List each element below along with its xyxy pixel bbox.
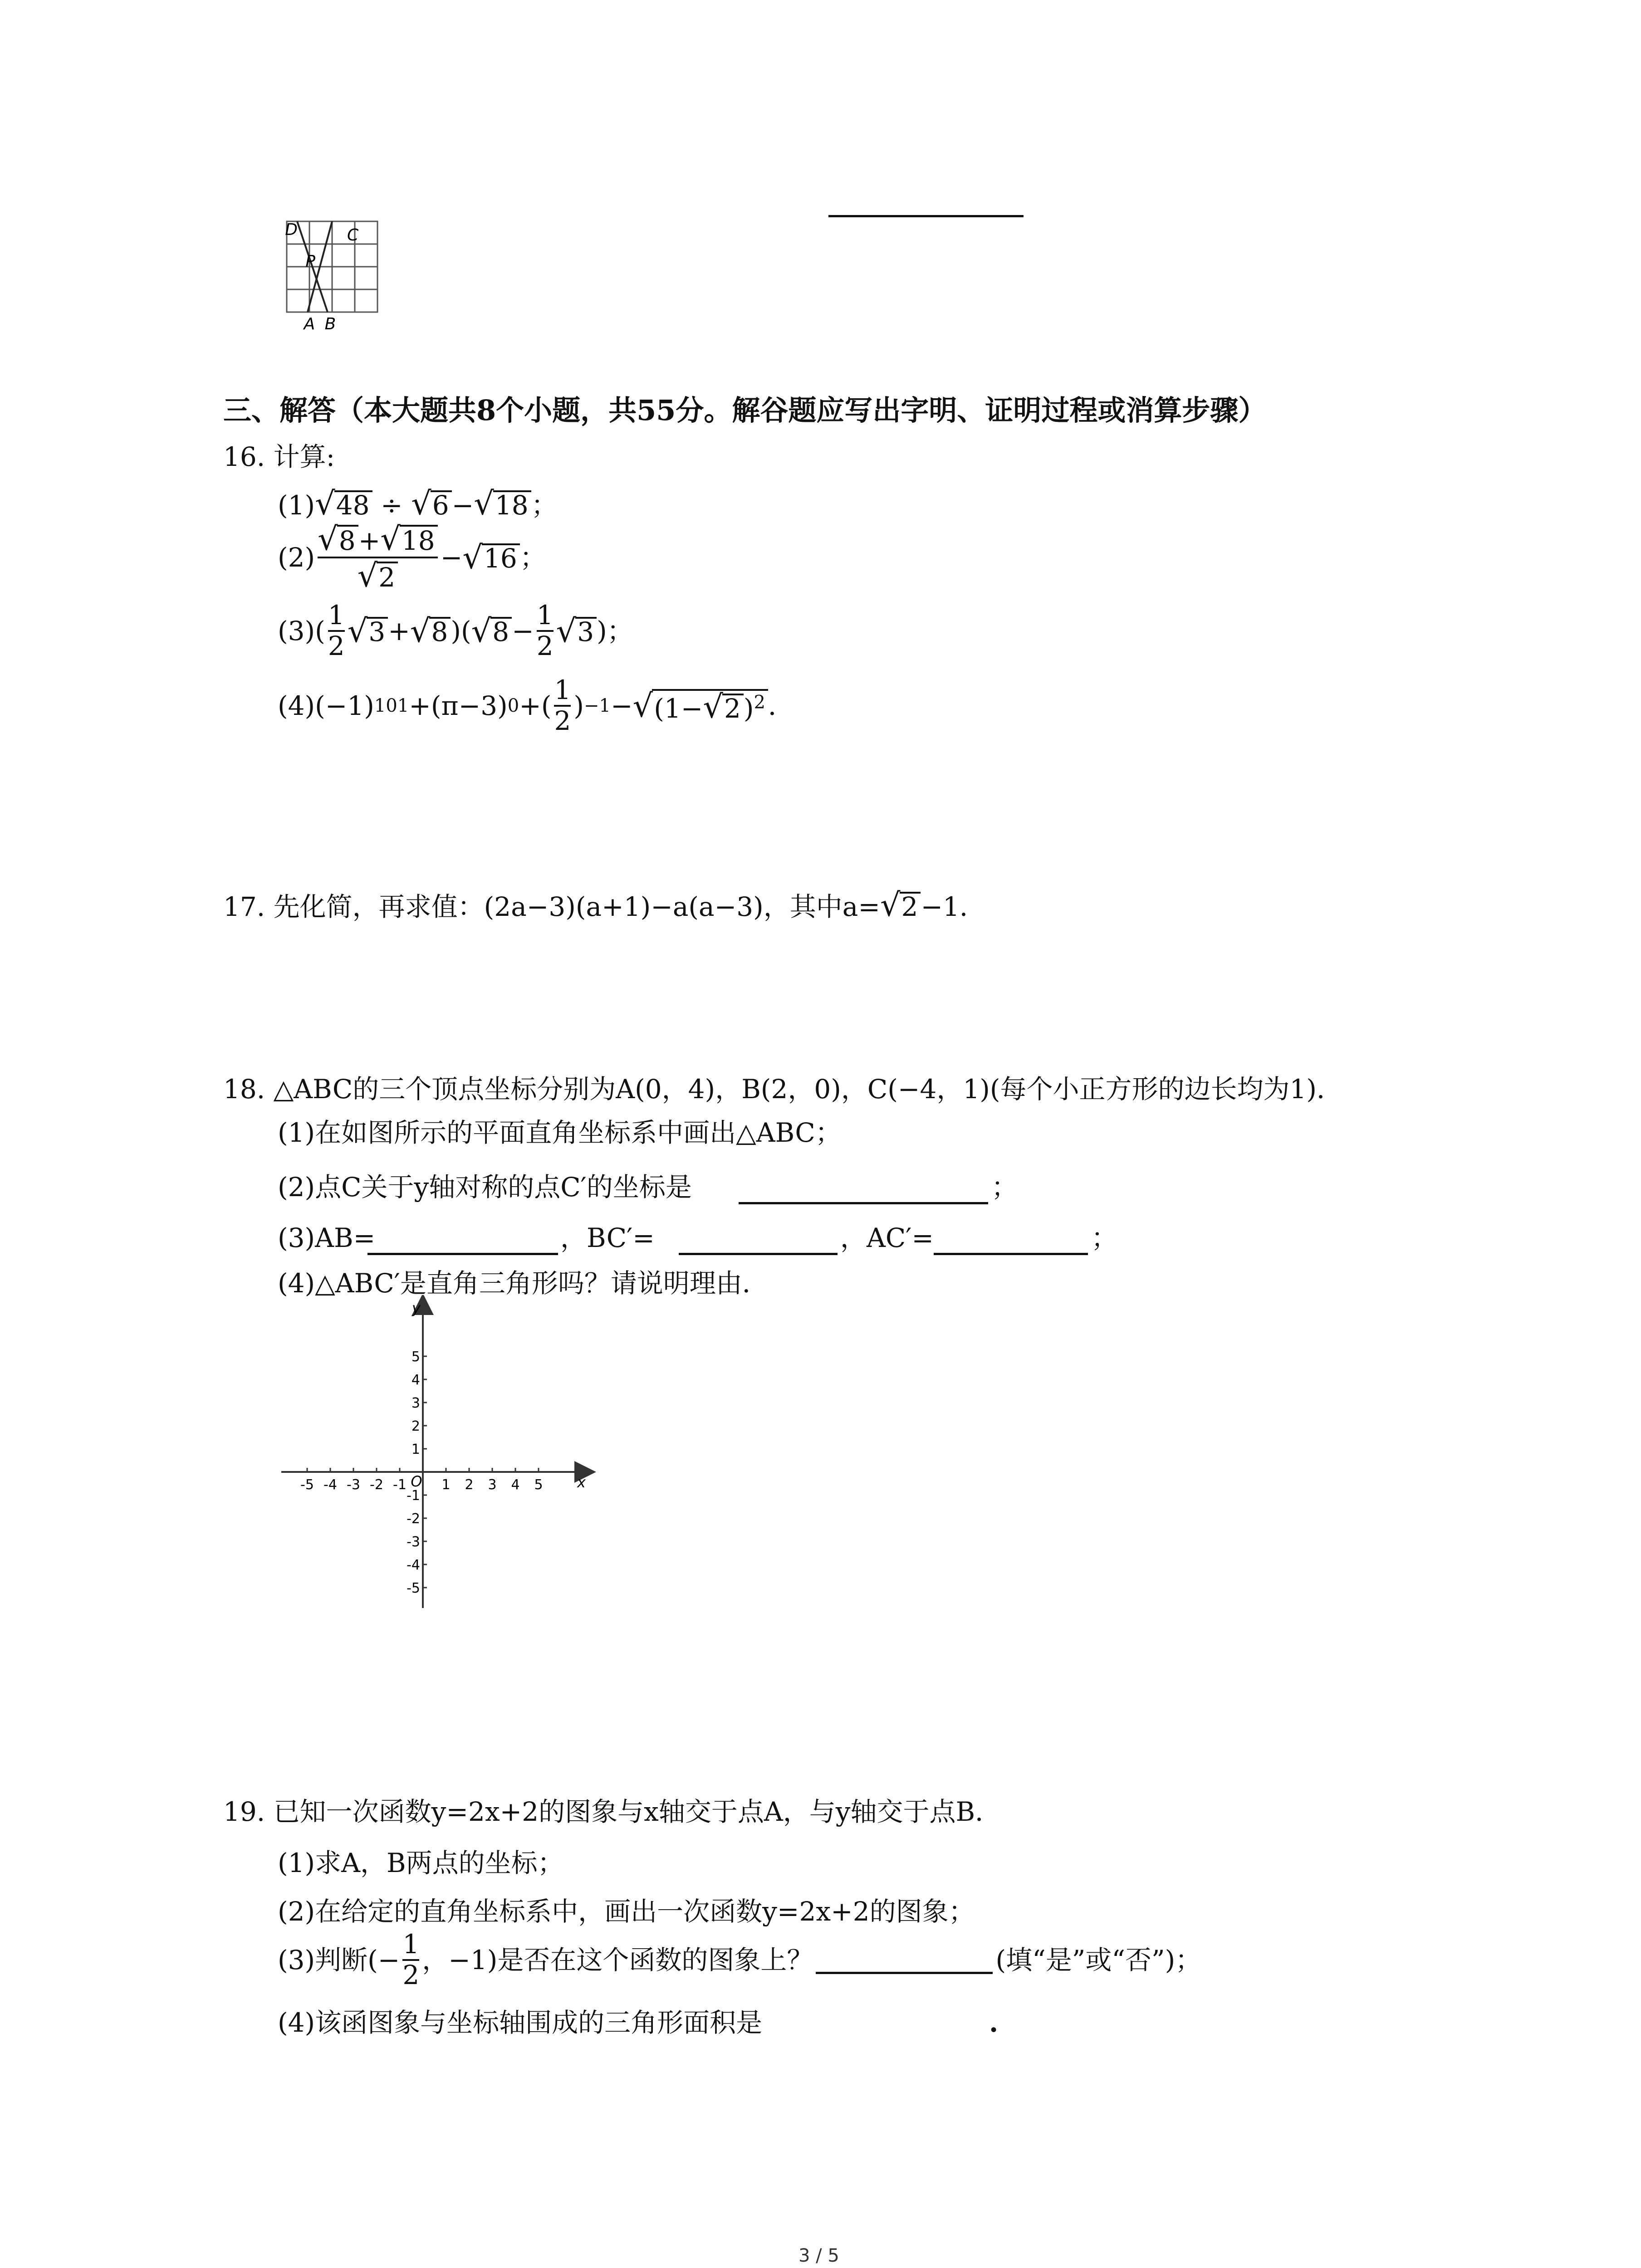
x-tick-label: -1 <box>393 1477 407 1493</box>
y-axis-label: y <box>412 1300 421 1317</box>
q18-part1: (1)在如图所示的平面直角坐标系中画出△ABC； <box>278 1117 842 1148</box>
x-tick-label: -2 <box>370 1477 383 1493</box>
q18-blank-ab[interactable] <box>367 1253 558 1255</box>
y-tick-label: 4 <box>411 1372 420 1388</box>
origin-label: O <box>411 1473 422 1490</box>
q18-part2-end: ； <box>991 1172 1018 1202</box>
label-P: P <box>305 252 315 271</box>
q18-part3-end: ； <box>1091 1222 1118 1253</box>
y-tick-label: 2 <box>411 1418 420 1434</box>
q16-part4: (4)(−1) 101 +(π−3) 0 +( $\frac{1}{2}$ ) −1 − √ (1−√2 )$^2$ ． <box>278 675 794 736</box>
y-tick-label: 1 <box>411 1442 420 1457</box>
q16-part1: (1)√48 ÷ √6 −√18 ； <box>278 485 558 522</box>
label-D: D <box>285 220 298 239</box>
label-C: C <box>347 226 359 244</box>
page-number: 3 / 5 <box>798 2245 839 2266</box>
label-B: B <box>324 315 336 331</box>
q18-part2: (2)点C关于y轴对称的点C′的坐标是 <box>278 1172 692 1202</box>
y-tick-label: 3 <box>411 1395 420 1411</box>
q19-part3: (3)判断(− $\frac{1}{2}$ ，−1)是否在这个函数的图象上？ (填“是”或“否”)； <box>278 1929 1202 1990</box>
answer-blank-q15[interactable] <box>828 215 1024 217</box>
q18-blank-bc-prime[interactable] <box>679 1253 838 1255</box>
q18-part3-ac: ，AC′= <box>840 1222 934 1253</box>
q19-part4: (4)该函图象与坐标轴围成的三角形面积是 <box>278 2007 763 2038</box>
coordinate-axes <box>272 1295 599 1613</box>
y-tick-label: 5 <box>411 1349 420 1365</box>
x-tick-label: 2 <box>465 1477 474 1493</box>
x-tick-label: 4 <box>511 1477 520 1493</box>
x-tick-label: 5 <box>534 1477 543 1493</box>
q17: 17. 先化简，再求值：(2a−3)(a+1)−a(a−3)，其中a=√2 −1． <box>223 886 986 924</box>
x-tick-label: -4 <box>323 1477 337 1493</box>
grid-figure <box>277 213 386 331</box>
q18-title: 18. △ABC的三个顶点坐标分别为A(0，4)，B(2，0)，C(−4，1)(每个小正方形的边长均为1)． <box>223 1074 1343 1105</box>
y-tick-label: -5 <box>407 1580 420 1596</box>
q18-blank-ac-prime[interactable] <box>934 1253 1088 1255</box>
q16-part2: (2) $\frac{√8 +√18}{√2}$ − √ 16 ； <box>278 520 546 594</box>
q19-title: 19. 已知一次函数y=2x+2的图象与x轴交于点A，与y轴交于点B． <box>223 1796 1002 1827</box>
y-tick-label: -3 <box>407 1534 420 1550</box>
q19-part1: (1)求A，B两点的坐标； <box>278 1848 564 1878</box>
x-tick-label: -5 <box>300 1477 314 1493</box>
y-tick-label: -1 <box>407 1488 420 1504</box>
q18-part4: (4)△ABC′是直角三角形吗？请说明理由． <box>278 1268 769 1299</box>
label-A: A <box>304 315 315 331</box>
q18-part3-bc: ，BC′= <box>560 1222 655 1253</box>
x-tick-label: 3 <box>488 1477 497 1493</box>
q18-blank-c-prime[interactable] <box>739 1202 988 1204</box>
x-axis-label: x <box>577 1474 586 1491</box>
y-tick-label: -4 <box>407 1557 420 1573</box>
q19-part2: (2)在给定的直角坐标系中，画出一次函数y=2x+2的图象； <box>278 1896 975 1927</box>
q18-part3: (3)AB= <box>278 1222 376 1253</box>
q16-title: 16. 计算: <box>223 441 335 472</box>
x-tick-label: 1 <box>441 1477 451 1493</box>
y-tick-label: -2 <box>407 1511 420 1527</box>
section-heading: 三、解答（本大题共8个小题，共55分。解谷题应写出字明、证明过程或消算步骤） <box>223 394 1267 427</box>
q19-part4-end: . <box>989 2007 999 2038</box>
q19-blank-yes-no[interactable] <box>816 1945 993 1974</box>
x-tick-label: -3 <box>347 1477 360 1493</box>
q16-part3: (3)( $\frac{1}{2}$ √ 3 + √ 8 )( √ 8 − $\frac{1}{2}$ √ 3 )； <box>278 600 633 661</box>
